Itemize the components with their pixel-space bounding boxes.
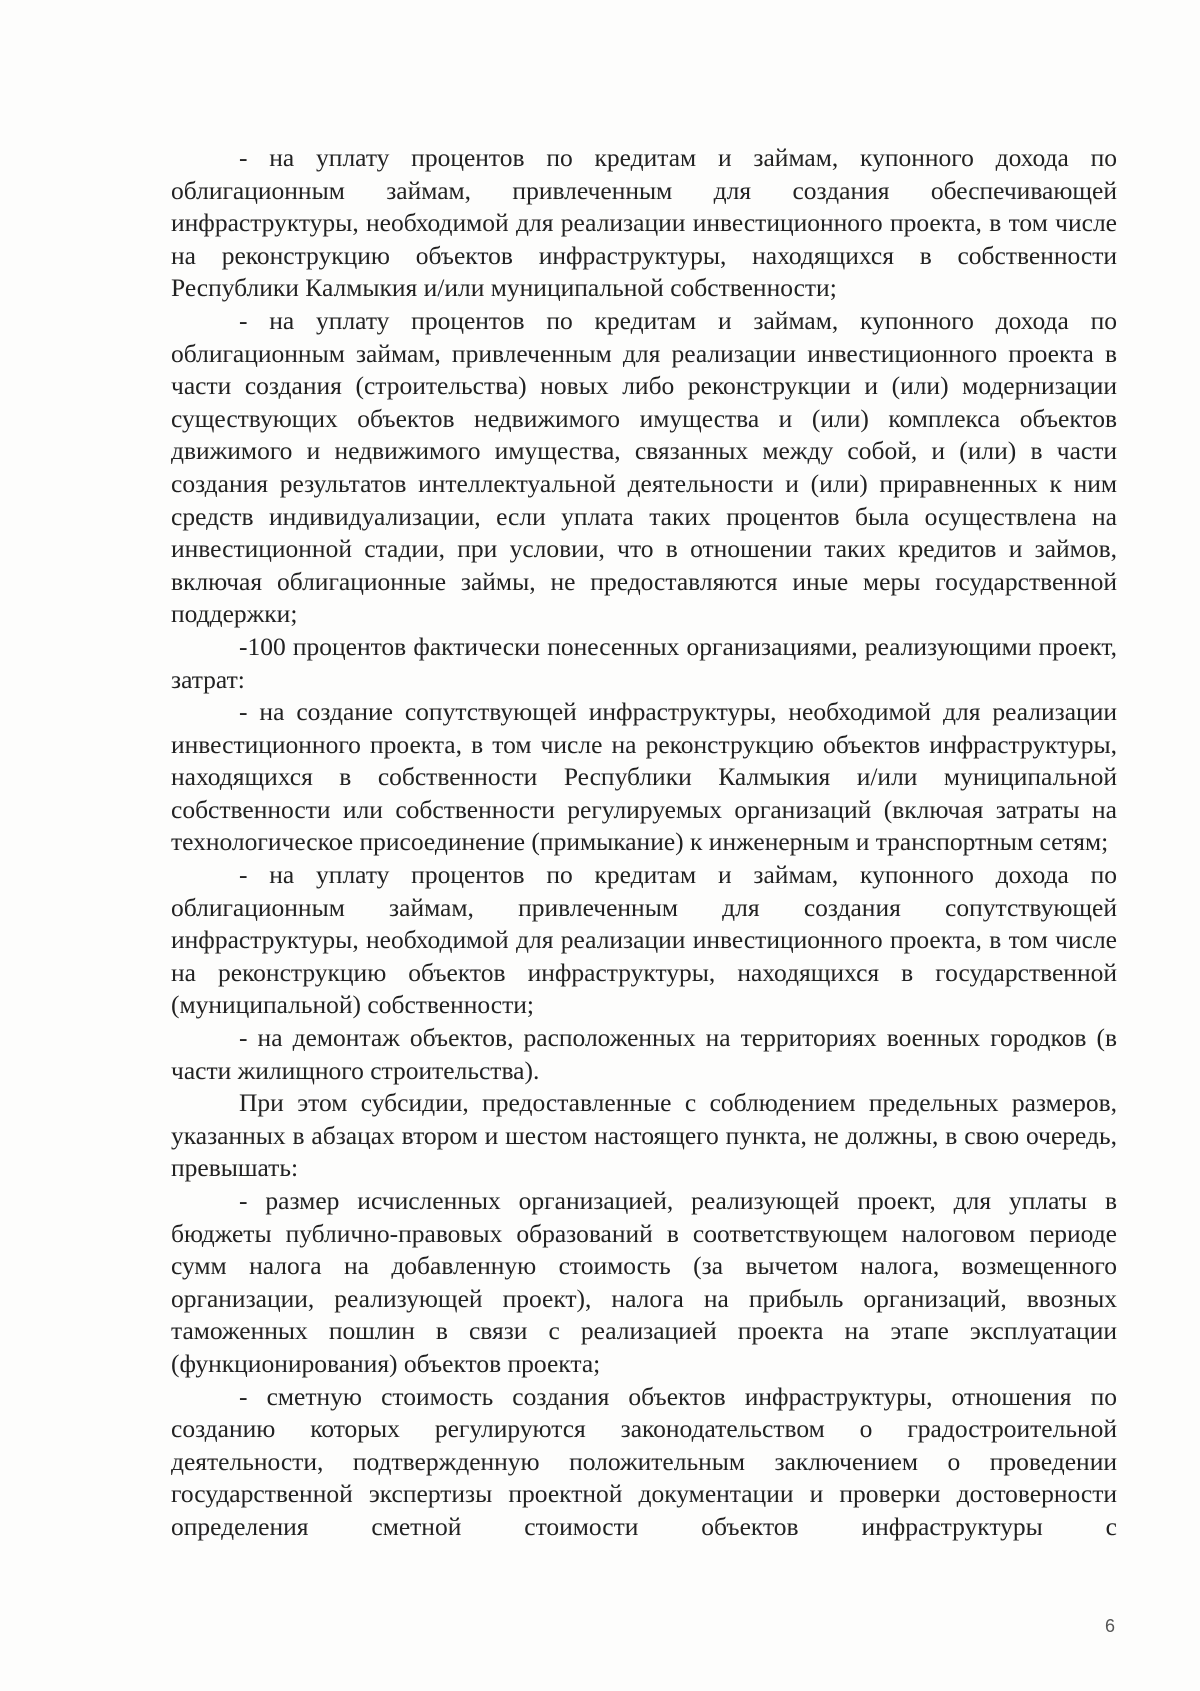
paragraph-8: - размер исчисленных организацией, реализующей проект, для уплаты в бюджеты публично-правовых образований в соответствующем налоговом периоде сумм налога на добавленную стоимость (за вычетом налога, возмещенного организации, реализующей проект), налога на прибыль организаций, ввозных таможенных пошлин в связи с реализацией проекта на этапе эксплуатации (функционирования) объектов проекта; — [171, 1186, 1117, 1378]
paragraph-9: - сметную стоимость создания объектов инфраструктуры, отношения по созданию которых регулируются законодательством о градостроительной деятельности, подтвержденную положительным заключением о проведении государственной экспертизы проектной документации и проверки достоверности определения сметной стоимости объектов инфраструктуры с — [171, 1381, 1117, 1541]
paragraph-1: - на уплату процентов по кредитам и займам, купонного дохода по облигационным займам, привлеченным для создания обеспечивающей инфраструктуры, необходимой для реализации инвестиционного проекта, в том числе на реконструкцию объектов инфраструктуры, находящихся в собственности Республики Калмыкия и/или муниципальной собственности; — [171, 143, 1117, 303]
paragraph-4: - на создание сопутствующей инфраструктуры, необходимой для реализации инвестиционного проекта, в том числе на реконструкцию объектов инфраструктуры, находящихся в собственности Республики Калмыкия и/или муниципальной собственности или собственности регулируемых организаций (включая затраты на технологическое присоединение (примыкание) к инженерным и транспортным сетям; — [171, 697, 1117, 857]
paragraph-5: - на уплату процентов по кредитам и займам, купонного дохода по облигационным займам, привлеченным для создания сопутствующей инфраструктуры, необходимой для реализации инвестиционного проекта, в том числе на реконструкцию объектов инфраструктуры, находящихся в государственной (муниципальной) собственности; — [171, 860, 1117, 1020]
paragraph-2: - на уплату процентов по кредитам и займам, купонного дохода по облигационным займам, привлеченным для реализации инвестиционного проекта в части создания (строительства) новых либо реконструкции и (или) модернизации существующих объектов недвижимого имущества и (или) комплекса объектов движимого и недвижимого имущества, связанных между собой, и (или) в части создания результатов интеллектуальной деятельности и (или) приравненных к ним средств индивидуализации, если уплата таких процентов была осуществлена на инвестиционной стадии, при условии, что в отношении таких кредитов и займов, включая облигационные займы, не предоставляются иные меры государственной поддержки; — [171, 305, 1117, 629]
paragraph-6: - на демонтаж объектов, расположенных на территориях военных городков (в части жилищного строительства). — [171, 1023, 1117, 1085]
document-body — [171, 142, 1117, 1544]
paragraph-3: -100 процентов фактически понесенных организациями, реализующими проект, затрат: — [171, 631, 1117, 694]
paragraph-7: При этом субсидии, предоставленные с соблюдением предельных размеров, указанных в абзацах втором и шестом настоящего пункта, не должны, в свою очередь, превышать: — [171, 1088, 1117, 1183]
page-number: 6 — [1105, 1616, 1116, 1636]
